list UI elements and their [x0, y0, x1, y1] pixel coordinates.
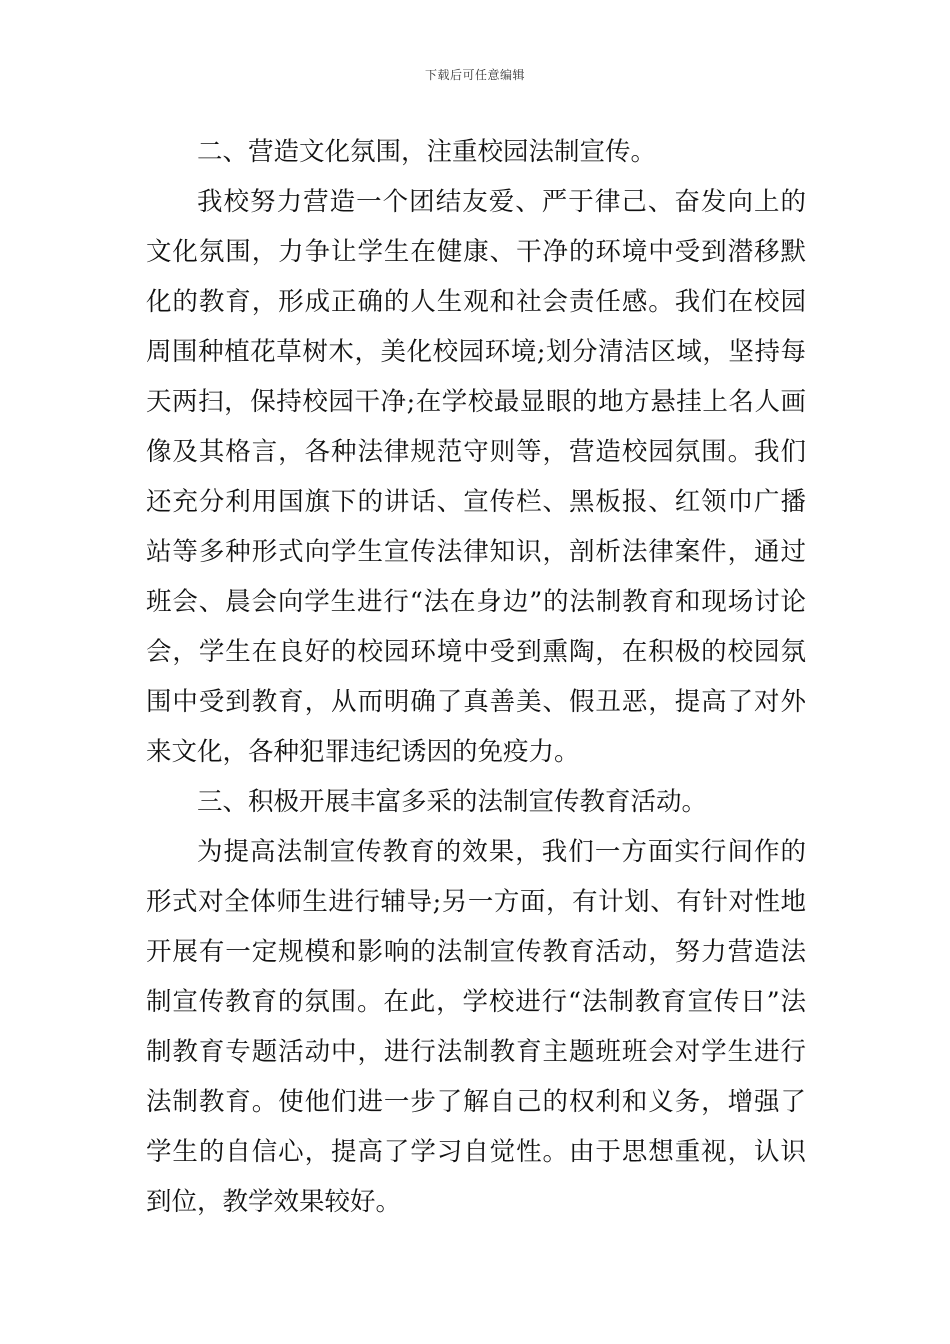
- paragraph-campus-culture: 我校努力营造一个团结友爱、严于律己、奋发向上的文化氛围，力争让学生在健康、干净的环境中受到潜移默化的教育，形成正确的人生观和社会责任感。我们在校园周围种植花草树木，美化校园环境;划分清洁区域，坚持每天两扫，保持校园干净;在学校最显眼的地方悬挂上名人画像及其格言，各种法律规范守则等，营造校园氛围。我们还充分利用国旗下的讲话、宣传栏、黑板报、红领巾广播站等多种形式向学生宣传法律知识，剖析法律案件，通过班会、晨会向学生进行“法在身边”的法制教育和现场讨论会，学生在良好的校园环境中受到熏陶，在积极的校园氛围中受到教育，从而明确了真善美、假丑恶，提高了对外来文化，各种犯罪违纪诱因的免疫力。: [146, 187, 806, 767]
- paragraph-legal-activities: 为提高法制宣传教育的效果，我们一方面实行间作的形式对全体师生进行辅导;另一方面，有计划、有针对性地开展有一定规模和影响的法制宣传教育活动，努力营造法制宣传教育的氛围。在此，学校进行“法制教育宣传日”法制教育专题活动中，进行法制教育主题班班会对学生进行法制教育。使他们进一步了解自己的权利和义务，增强了学生的自信心，提高了学习自觉性。由于思想重视，认识到位，教学效果较好。: [146, 837, 806, 1217]
- section-heading-3: 三、积极开展丰富多采的法制宣传教育活动。: [197, 787, 708, 817]
- section-heading-2: 二、营造文化氛围，注重校园法制宣传。: [197, 137, 657, 167]
- document-body: [146, 127, 806, 1227]
- header-note: 下载后可任意编辑: [424, 68, 525, 82]
